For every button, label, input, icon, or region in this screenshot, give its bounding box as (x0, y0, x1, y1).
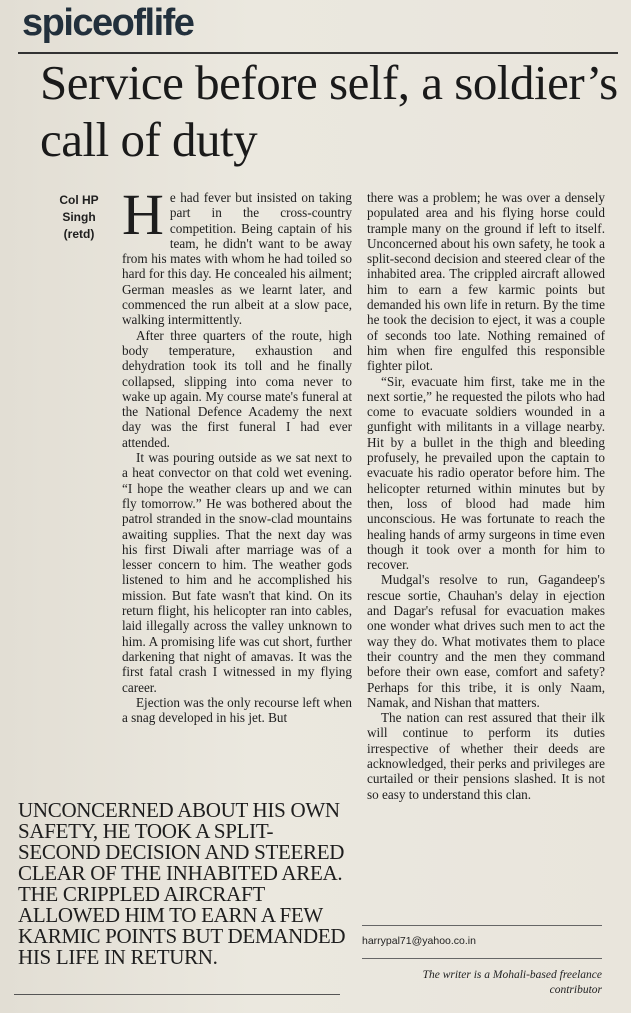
pull-quote: UNCONCERNED ABOUT HIS OWN SAFETY, HE TOOK A SPLIT-SECOND DECISION AND STEERED CLEAR OF THE INHABITED AREA. THE CRIPPLED AIRCRAFT ALLOWED HIM TO EARN A FEW KARMIC POINTS BUT DEMANDED HIS LIFE IN RETURN. (18, 798, 346, 969)
paragraph: Ejection was the only recourse left when a snag developed in his jet. But (122, 694, 352, 726)
drop-cap: H (122, 182, 164, 247)
author-credit: The writer is a Mohali-based freelance contributor (422, 969, 602, 996)
article-column-1 (122, 182, 352, 726)
byline-line: (retd) (63, 227, 95, 241)
byline (44, 192, 114, 243)
paragraph: The nation can rest assured that their ilk will continue to perform its duties irrespective of whether their deeds are acknowledged, their perks and privileges are curtailed or their pensions slashed. It is not so easy to understand this clan. (367, 710, 605, 802)
divider (362, 925, 602, 926)
divider (362, 958, 602, 959)
paragraph: After three quarters of the route, high body temperature, exhaustion and dehydration took its toll and he finally collapsed, slipping into coma never to wake up again. My course mate's funeral at the National Defence Academy the next day was the first funeral I had ever attended. (122, 327, 352, 450)
author-email: harrypal71@yahoo.co.in (362, 935, 476, 947)
byline-line: Col HP (59, 193, 99, 207)
paragraph: there was a problem; he was over a densely populated area and his flying horse could trample many on the ground if left to itself. Unconcerned about his own safety, he took a split-second decision and steered clear of the inhabited area. The crippled aircraft allowed him to earn a few karmic points but demanded his own life in return. By the time he took the decision to eject, it was a couple of seconds too late. Nothing remained of him when fire engulfed this responsible fighter pilot. (367, 190, 605, 374)
paragraph: “Sir, evacuate him first, take me in the next sortie,” he requested the pilots who had come to evacuate soldiers wounded in a gunfight with militants in a village nearby. Hit by a bullet in the thigh and bleeding profusely, he prevailed upon the captain to evacuate his radio operator before him. The helicopter returned within minutes but by then, loss of blood had made him unconscious. He was fortunate to reach the healing hands of army surgeons in time even though it took over a month for him to recover. (367, 373, 605, 573)
paragraph: He had fever but insisted on taking part in the cross-country competition. Being captain of his team, he didn't want to be away from his mates with whom he had toiled so hard for this day. He concealed his ailment; German measles as we learnt later, and commenced the run albeit at a slow pace, walking intermittently. (122, 182, 352, 328)
headline: Service before self, a soldier’s call of duty (40, 55, 618, 167)
article-column-2 (367, 190, 605, 802)
pull-quote-rule (14, 994, 340, 995)
paragraph: Mudgal's resolve to run, Gagandeep's rescue sortie, Chauhan's delay in ejection and Dagar's refusal for evacuation makes one wonder what drives such men to act the way they do. What motivates them to place their country and the men they command before their own ease, comfort and safety? Perhaps for this tribe, it is only Naam, Namak, and Nishan that matters. (367, 572, 605, 710)
paragraph: It was pouring outside as we sat next to a heat convector on that cold wet evening. “I hope the weather clears up and we can fly tomorrow.” He was bothered about the patrol stranded in the snow-clad mountains awaiting supplies. That the next day was his first Diwali after marriage was of a lesser concern to him. The weather gods listened to him and he accomplished his mission. But fate wasn't that kind. On its return flight, his helicopter ran into cables, laid illegally across the valley unknown to him. A promising life was cut short, further darkening that night of amavas. It was the first fatal crash I witnessed in my flying career. (122, 450, 352, 695)
section-title: spiceoflife (22, 2, 194, 44)
byline-line: Singh (62, 210, 96, 224)
